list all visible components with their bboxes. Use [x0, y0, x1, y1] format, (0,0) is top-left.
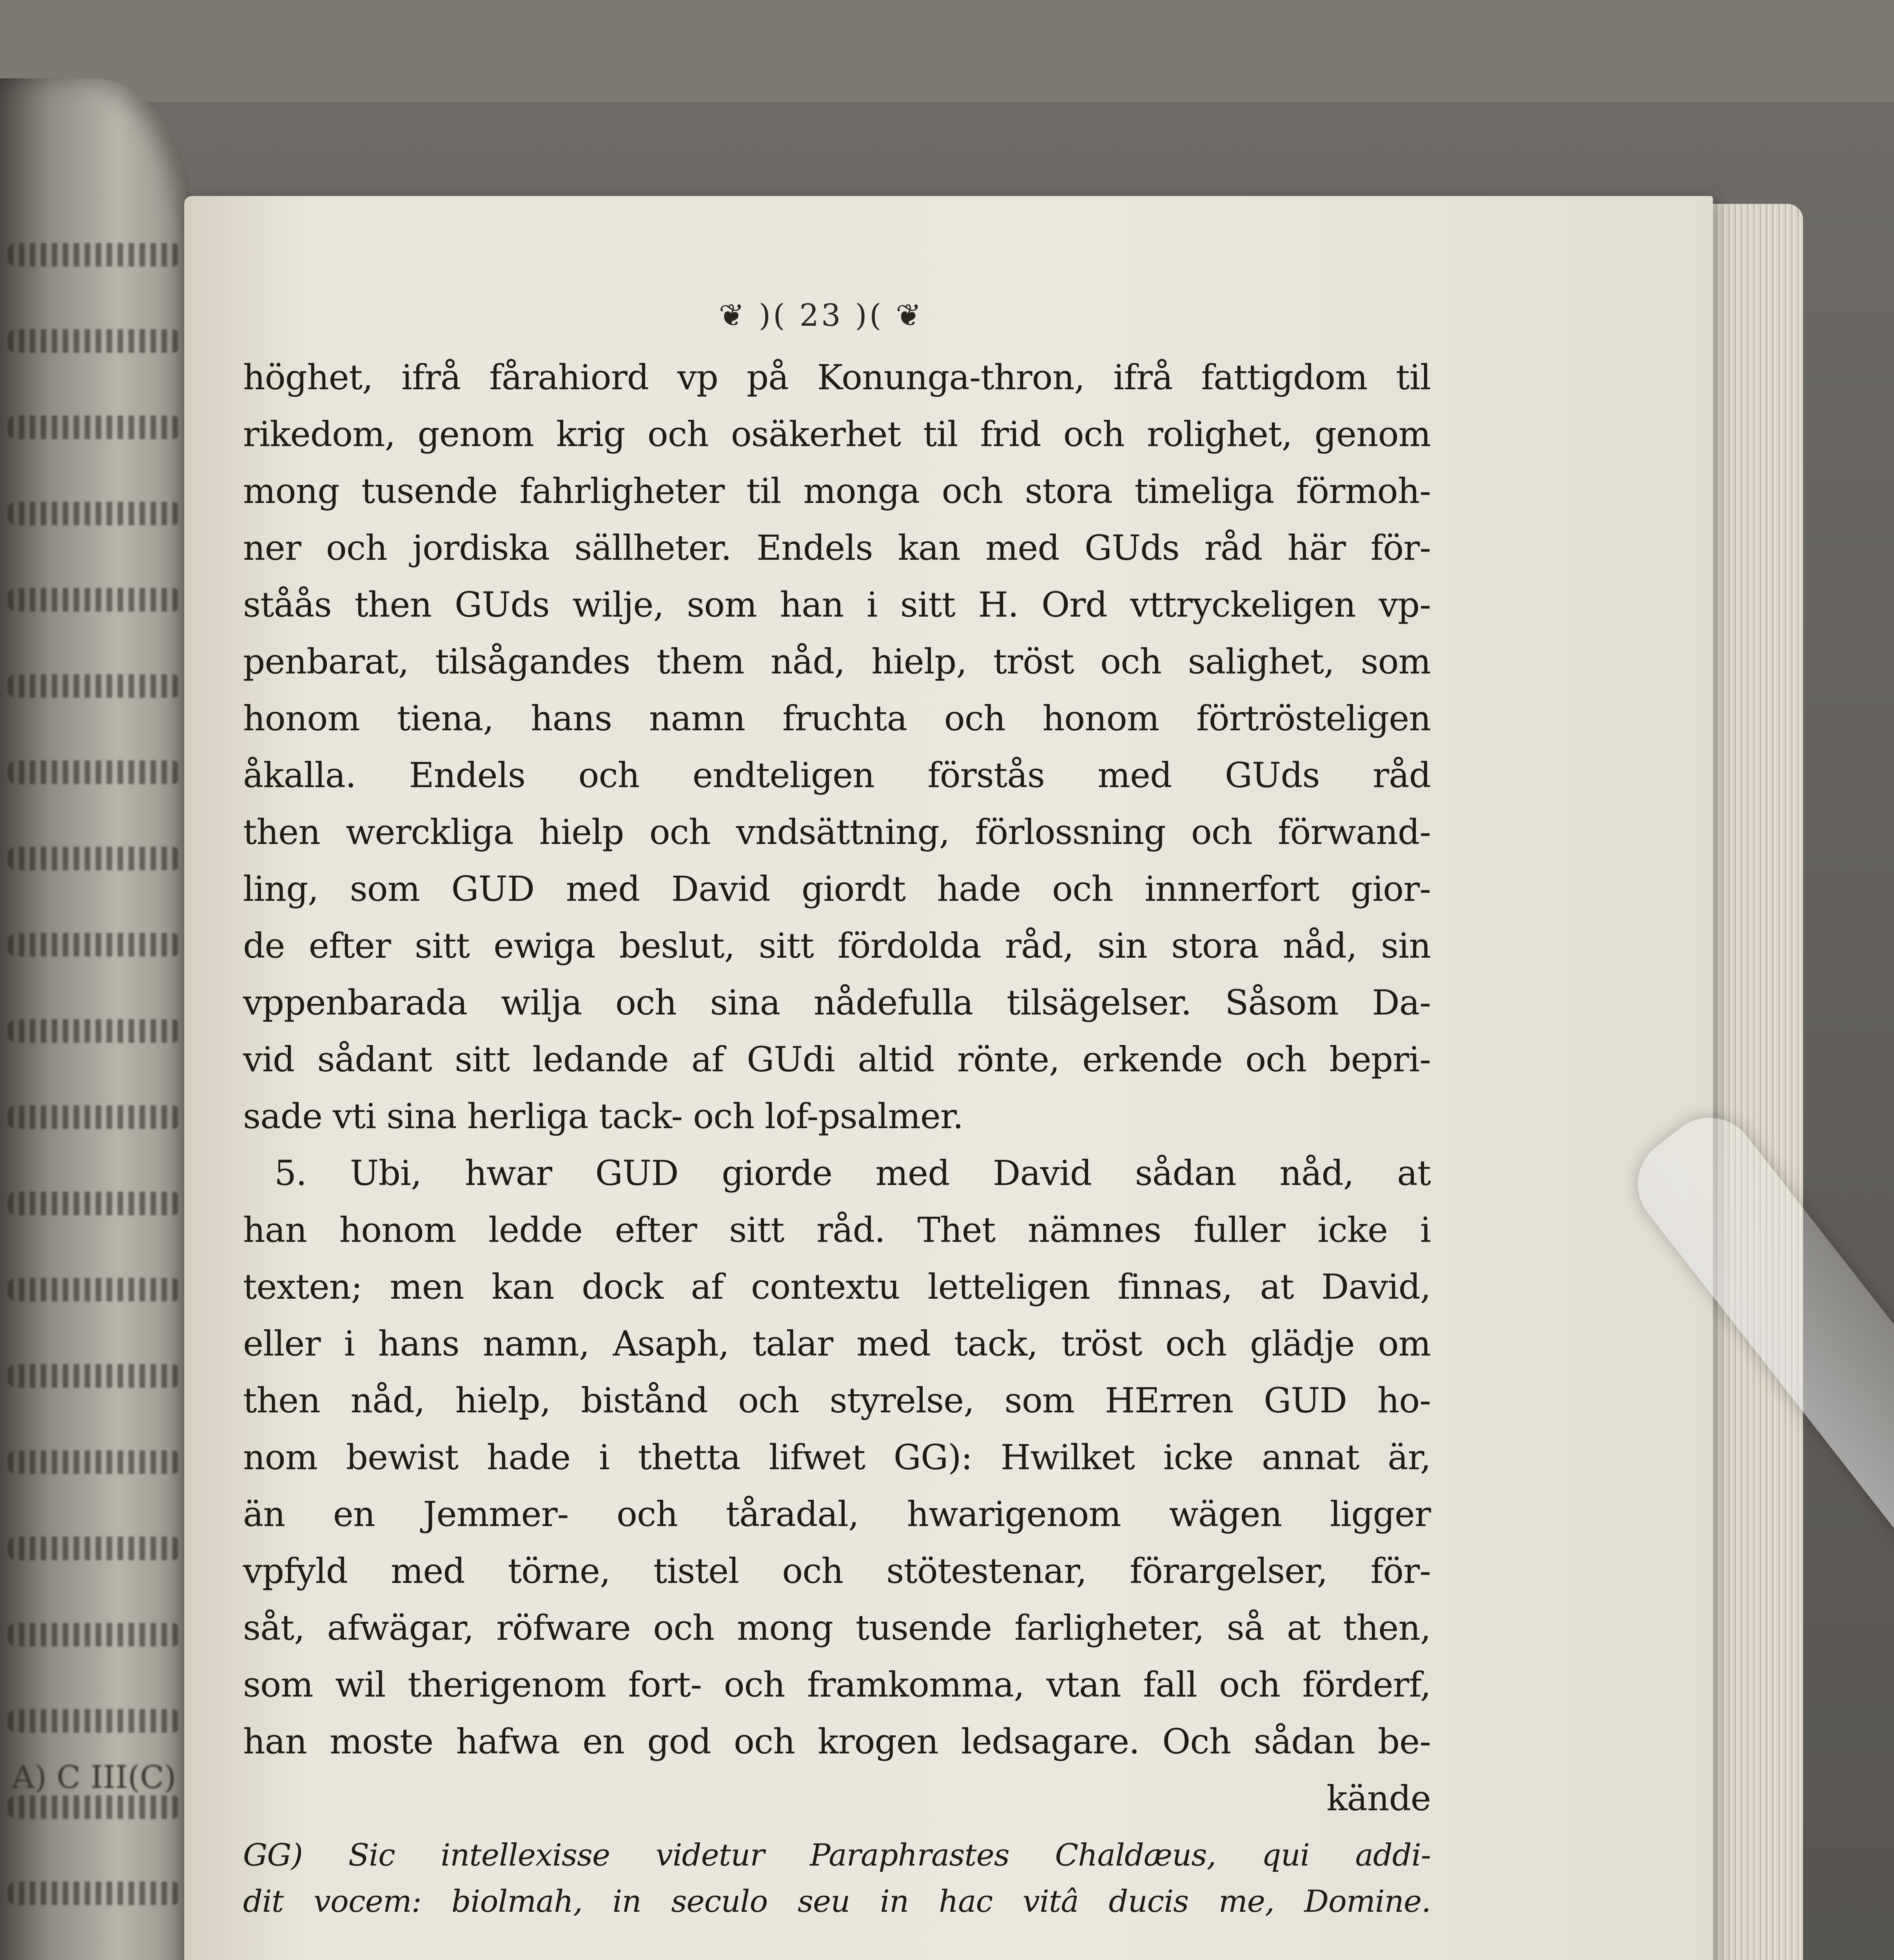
- text-line: honom tiena, hans namn fruchta och honom förtrösteligen: [243, 698, 1431, 739]
- text-line: rikedom, genom krig och osäkerhet til frid och rolighet, genom: [243, 414, 1431, 454]
- text-line: ståås then GUds wilje, som han i sitt H. Ord vttryckeligen vp-: [243, 584, 1431, 625]
- text-line: han honom ledde efter sitt råd. Thet nämnes fuller icke i: [243, 1210, 1431, 1250]
- footnote-line: GG) Sic intellexisse videtur Paraphrastes Chaldæus, qui addi-: [243, 1838, 1431, 1873]
- page-content: [243, 298, 1431, 1925]
- section-heading-line: 5. Ubi, hwar GUD giorde med David sådan nåd, at: [274, 1153, 1431, 1193]
- left-page-text-line: [8, 847, 180, 870]
- left-page-text-line: [8, 588, 180, 612]
- left-page-text-line: [8, 1192, 180, 1215]
- left-page-text-line: [8, 1105, 180, 1129]
- text-line: ling, som GUD med David giordt hade och innnerfort gior-: [243, 869, 1431, 909]
- text-line: then nåd, hielp, bistånd och styrelse, som HErren GUD ho-: [243, 1380, 1431, 1421]
- left-page-text-line: [8, 1623, 180, 1646]
- text-line: sade vti sina herliga tack- och lof-psalmer.: [243, 1096, 963, 1136]
- left-page-text-line: [8, 243, 180, 267]
- text-line: åkalla. Endels och endteligen förstås med GUds råd: [243, 755, 1431, 795]
- text-line: nom bewist hade i thetta lifwet GG): Hwilket icke annat är,: [243, 1437, 1431, 1477]
- text-line: vpfyld med törne, tistel och stötestenar, förargelser, för-: [243, 1551, 1431, 1591]
- text-line: som wil therigenom fort- och framkomma, vtan fall och förderf,: [243, 1664, 1431, 1705]
- page-header: ❦ )( 23 )( ❦: [718, 298, 924, 333]
- text-line: penbarat, tilsågandes them nåd, hielp, tröst och salighet, som: [243, 641, 1431, 682]
- text-line: han moste hafwa en god och krogen ledsagare. Och sådan be-: [243, 1721, 1431, 1762]
- text-line: än en Jemmer- och tåradal, hwarigenom wägen ligger: [243, 1494, 1431, 1534]
- left-page-text-line: [8, 502, 180, 525]
- text-line: ner och jordiska sällheter. Endels kan med GUds råd här för-: [243, 528, 1431, 568]
- left-page: [0, 78, 196, 1960]
- left-page-signature: A) C III(C): [12, 1759, 176, 1795]
- footnote-line: dit vocem: biolmah, in seculo seu in hac vitâ ducis me, Domine.: [243, 1884, 1431, 1919]
- left-page-text-line: [8, 1019, 180, 1043]
- left-page-text-line: [8, 329, 180, 353]
- left-page-text-line: [8, 1450, 180, 1474]
- text-line: vppenbarada wilja och sina nådefulla tilsägelser. Såsom Da-: [243, 982, 1431, 1023]
- left-page-text-line: [8, 1709, 180, 1733]
- left-page-text-line: [8, 1882, 180, 1905]
- text-line: höghet, ifrå fårahiord vp på Konunga-thron, ifrå fattigdom til: [243, 357, 1431, 397]
- text-line: eller i hans namn, Asaph, talar med tack, tröst och glädje om: [243, 1323, 1431, 1364]
- left-page-text-line: [8, 1364, 180, 1388]
- left-page-text-line: [8, 1278, 180, 1301]
- catchword: kände: [1326, 1778, 1431, 1818]
- left-page-text-line: [8, 760, 180, 784]
- text-line: de efter sitt ewiga beslut, sitt fördolda råd, sin stora nåd, sin: [243, 926, 1431, 966]
- left-page-text-line: [8, 1795, 180, 1819]
- left-page-text-line: [8, 416, 180, 439]
- left-page-text-line: [8, 933, 180, 956]
- text-line: såt, afwägar, röfware och mong tusende farligheter, så at then,: [243, 1608, 1431, 1648]
- text-line: texten; men kan dock af contextu letteligen finnas, at David,: [243, 1267, 1431, 1307]
- text-line: mong tusende fahrligheter til monga och stora timeliga förmoh-: [243, 471, 1431, 511]
- left-page-text-line: [8, 674, 180, 698]
- text-line: then werckliga hielp och vndsättning, förlossning och förwand-: [243, 812, 1431, 852]
- page-edges: [1701, 204, 1803, 1960]
- text-line: vid sådant sitt ledande af GUdi altid rönte, erkende och bepri-: [243, 1039, 1431, 1080]
- left-page-text-line: [8, 1537, 180, 1560]
